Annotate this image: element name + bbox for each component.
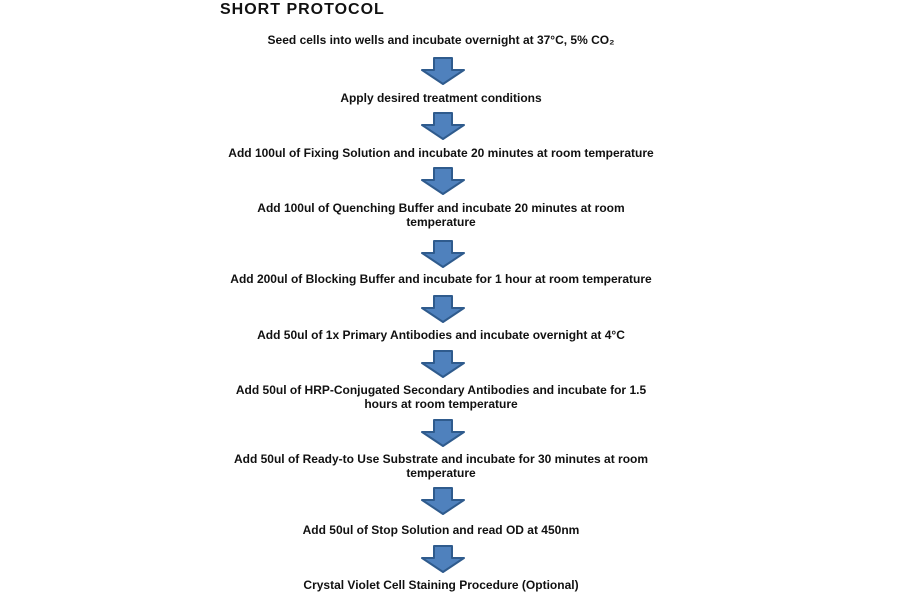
down-arrow-icon bbox=[420, 167, 466, 195]
protocol-step-2: Apply desired treatment conditions bbox=[340, 91, 542, 105]
protocol-step-9: Add 50ul of Stop Solution and read OD at 450nm bbox=[302, 523, 580, 537]
protocol-step-10: Crystal Violet Cell Staining Procedure (Optional) bbox=[303, 578, 579, 592]
protocol-step-5: Add 200ul of Blocking Buffer and incubate for 1 hour at room temperature bbox=[230, 272, 652, 286]
down-arrow-icon bbox=[420, 240, 466, 268]
protocol-step-8: Add 50ul of Ready-to Use Substrate and incubate for 30 minutes at room temperature bbox=[233, 452, 649, 480]
protocol-step-1: Seed cells into wells and incubate overnight at 37°C, 5% CO₂ bbox=[267, 33, 615, 47]
down-arrow-icon bbox=[420, 295, 466, 323]
page-title: SHORT PROTOCOL bbox=[220, 1, 385, 18]
down-arrow-icon bbox=[420, 487, 466, 515]
down-arrow-icon bbox=[420, 57, 466, 85]
down-arrow-icon bbox=[420, 545, 466, 573]
protocol-step-3: Add 100ul of Fixing Solution and incubate 20 minutes at room temperature bbox=[228, 146, 654, 160]
protocol-step-6: Add 50ul of 1x Primary Antibodies and incubate overnight at 4°C bbox=[257, 328, 625, 342]
protocol-step-4: Add 100ul of Quenching Buffer and incubate 20 minutes at room temperature bbox=[257, 201, 625, 229]
down-arrow-icon bbox=[420, 112, 466, 140]
down-arrow-icon bbox=[420, 350, 466, 378]
protocol-step-7: Add 50ul of HRP-Conjugated Secondary Antibodies and incubate for 1.5 hours at room temperature bbox=[235, 383, 647, 411]
down-arrow-icon bbox=[420, 419, 466, 447]
